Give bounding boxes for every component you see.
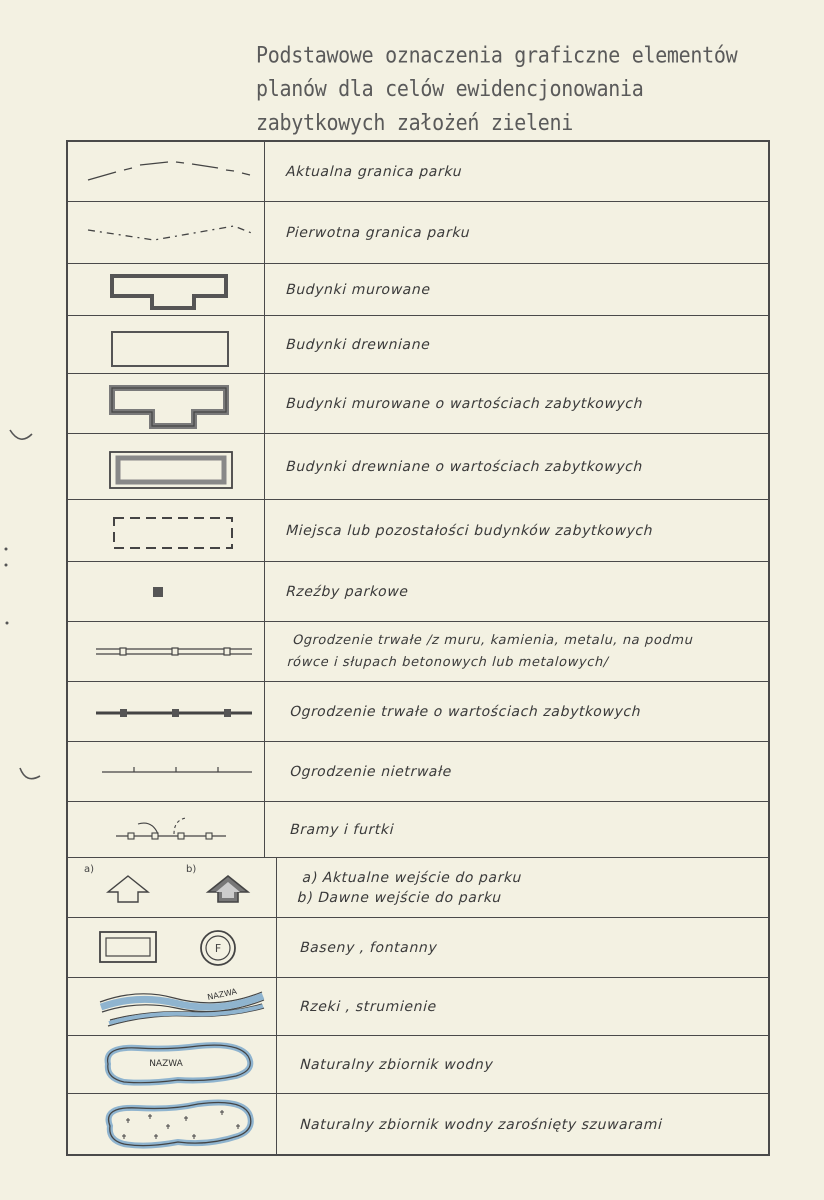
entrance-marker-b: b) [186,864,197,875]
legend-label: Ogrodzenie nietrwałe [288,763,454,780]
wooden-building-symbol [68,316,264,373]
punch-mark-icon [16,764,46,786]
fountain-letter: F [214,942,222,955]
water-body-name-label: NAZWA [149,1059,183,1069]
title-line-1: Podstawowe oznaczenia graficzne elementów [256,41,738,69]
legend-label: Baseny , fontanny [298,939,440,956]
legend-label: Pierwotna granica parku [284,224,473,241]
legend-label: Bramy i furtki [288,821,397,838]
gates-symbol [68,802,264,857]
pools-fountains-symbol [68,918,276,977]
title-line-2: planów dla celów ewidencjonowania [256,74,644,102]
legend-row [68,978,768,1036]
park-entrance-symbol [68,858,276,917]
legend-label: Budynki drewniane o wartościach zabytkowych [284,458,645,475]
historic-building-remains-symbol [68,500,264,561]
legend-row [68,500,768,562]
legend-row [68,802,768,858]
legend-label: Rzeźby parkowe [284,583,411,600]
title-line-3: zabytkowych założeń zieleni [256,108,574,136]
legend-label: Aktualna granica parku [284,163,465,180]
river-symbol [68,978,276,1035]
legend-label: Naturalny zbiornik wodny [298,1056,496,1073]
legend-label-line: Ogrodzenie trwałe /z muru, kamienia, metalu, na podmu [290,632,696,648]
legend-row [68,264,768,316]
legend-label: Budynki drewniane [284,336,433,353]
legend-label-line: rówce i słupach betonowych lub metalowych/ [285,654,611,670]
permanent-fence-symbol [68,622,264,681]
legend-label: Budynki murowane [284,281,433,298]
page-title [256,38,776,139]
legend-row [68,682,768,742]
punch-mark-icon [6,426,36,446]
legend-row [68,858,768,918]
river-name-label: NAZWA [206,986,238,1002]
legend-label-line: b) Dawne wejście do parku [295,889,504,906]
current-park-boundary-symbol [68,142,264,201]
historic-wooden-building-symbol [68,434,264,499]
legend-label: Ogrodzenie trwałe o wartościach zabytkowych [288,703,644,720]
park-sculpture-symbol [68,562,264,621]
legend-label: Miejsca lub pozostałości budynków zabytkowych [284,522,656,539]
entrance-marker-a: a) [84,864,95,875]
legend-row [68,918,768,978]
legend-row [68,622,768,682]
historic-fence-symbol [68,682,264,741]
legend-row [68,742,768,802]
legend-row [68,434,768,500]
legend-label [285,630,696,674]
legend-row [68,562,768,622]
legend-row [68,142,768,202]
legend-row [68,202,768,264]
legend-row [68,374,768,434]
legend-label [295,868,524,908]
dot-mark-icon [2,545,12,625]
legend-row [68,1036,768,1094]
legend-label: Budynki murowane o wartościach zabytkowych [284,395,646,412]
non-permanent-fence-symbol [68,742,264,801]
legend-label: Rzeki , strumienie [298,998,439,1015]
original-park-boundary-symbol [68,202,264,263]
legend-row [68,316,768,374]
historic-masonry-building-symbol [68,374,264,433]
water-body-symbol [68,1036,276,1093]
masonry-building-symbol [68,264,264,315]
legend-table [66,140,770,1156]
legend-label-line: a) Aktualne wejście do parku [300,869,524,886]
legend-row [68,1094,768,1156]
reed-water-body-symbol [68,1094,276,1156]
legend-label: Naturalny zbiornik wodny zarośnięty szuwarami [298,1117,665,1133]
